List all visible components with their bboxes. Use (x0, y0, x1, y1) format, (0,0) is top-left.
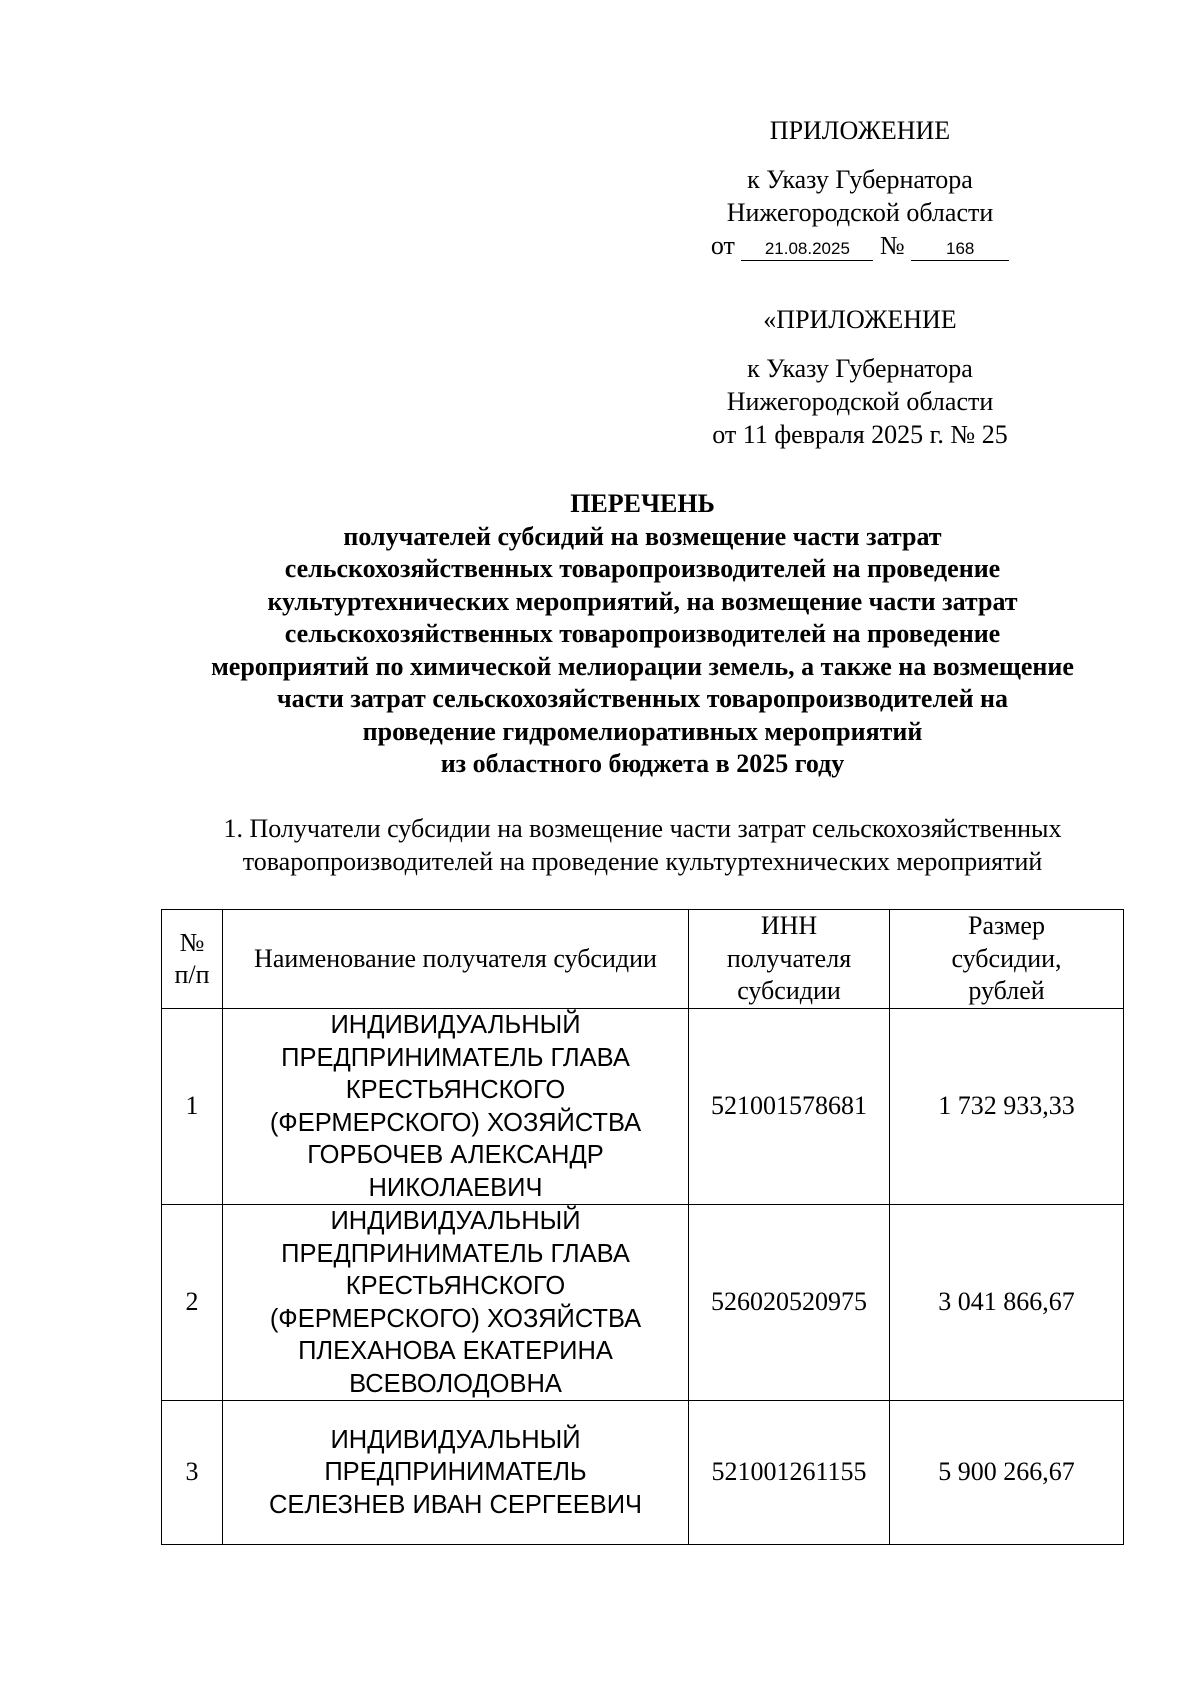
header-name: Наименование получателя субсидии (223, 910, 689, 1009)
recipient-name: ИНДИВИДУАЛЬНЫЙ ПРЕДПРИНИМАТЕЛЬ СЕЛЕЗНЕВ ИВАН СЕРГЕЕВИЧ (223, 1401, 689, 1545)
section-1-heading (150, 812, 1135, 878)
appendix-line-1: к Указу Губернатора (747, 165, 973, 194)
table-row (162, 1401, 1124, 1545)
quoted-appendix-block (660, 303, 1060, 451)
header-num: № п/п (162, 910, 223, 1009)
title-line: сельскохозяйственных товаропроизводителей на проведение (284, 554, 1001, 583)
row-number: 3 (162, 1401, 223, 1545)
table-row (162, 1009, 1124, 1205)
section-line: 1. Получатели субсидии на возмещение части затрат сельскохозяйственных (223, 814, 1062, 843)
decree-number: 168 (911, 234, 1009, 261)
from-label: от (710, 231, 735, 260)
title-line: мероприятий по химической мелиорации земель, а также на возмещение (211, 651, 1074, 681)
header-inn: ИНН получателя субсидии (689, 910, 890, 1009)
quoted-appendix-line-1: к Указу Губернатора (747, 354, 973, 383)
document-title (150, 488, 1135, 781)
title-line: культуртехнических мероприятий, на возмещение части затрат (267, 586, 1018, 616)
recipient-name: ИНДИВИДУАЛЬНЫЙ ПРЕДПРИНИМАТЕЛЬ ГЛАВА КРЕСТЬЯНСКОГО (ФЕРМЕРСКОГО) ХОЗЯЙСТВА ПЛЕХАНОВА ЕКАТЕРИНА ВСЕВОЛОДОВНА (223, 1205, 689, 1401)
table-header-row (162, 910, 1124, 1009)
recipient-inn: 521001261155 (689, 1401, 890, 1545)
quoted-appendix-line-2: Нижегородской области (726, 387, 994, 416)
title-line: получателей субсидий на возмещение части затрат (343, 521, 942, 551)
subsidy-amount: 3 041 866,67 (890, 1205, 1124, 1401)
recipient-inn: 526020520975 (689, 1205, 890, 1401)
row-number: 1 (162, 1009, 223, 1205)
row-number: 2 (162, 1205, 223, 1401)
title-main: ПЕРЕЧЕНЬ (570, 489, 715, 518)
quoted-appendix-line-3: от 11 февраля 2025 г. № 25 (712, 420, 1008, 449)
appendix-line-2: Нижегородской области (726, 198, 994, 227)
decree-date: 21.08.2025 (741, 234, 873, 261)
title-line: части затрат сельскохозяйственных товаропроизводителей на (276, 684, 1009, 713)
quoted-appendix-heading: «ПРИЛОЖЕНИЕ (763, 305, 957, 334)
recipients-table (161, 909, 1124, 1545)
appendix-block (660, 114, 1060, 262)
appendix-date-line (660, 229, 1060, 262)
header-amount: Размер субсидии, рублей (890, 910, 1124, 1009)
appendix-heading: ПРИЛОЖЕНИЕ (769, 116, 951, 145)
title-line: из областного бюджета в 2025 году (440, 749, 845, 778)
subsidy-amount: 5 900 266,67 (890, 1401, 1124, 1545)
section-line: товаропроизводителей на проведение культуртехнических мероприятий (242, 847, 1043, 876)
recipient-name: ИНДИВИДУАЛЬНЫЙ ПРЕДПРИНИМАТЕЛЬ ГЛАВА КРЕСТЬЯНСКОГО (ФЕРМЕРСКОГО) ХОЗЯЙСТВА ГОРБОЧЕВ АЛЕКСАНДР НИКОЛАЕВИЧ (223, 1009, 689, 1205)
table-row (162, 1205, 1124, 1401)
title-line: сельскохозяйственных товаропроизводителей на проведение (284, 619, 1001, 648)
recipient-inn: 521001578681 (689, 1009, 890, 1205)
number-label: № (879, 231, 905, 260)
subsidy-amount: 1 732 933,33 (890, 1009, 1124, 1205)
title-line: проведение гидромелиоративных мероприятий (362, 716, 923, 746)
